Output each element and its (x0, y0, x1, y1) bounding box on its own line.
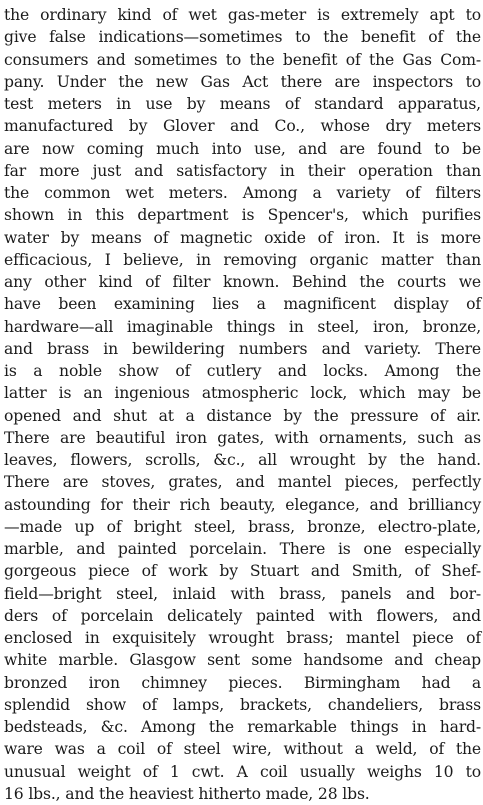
text-line: ders of porcelain delicately painted with flowers, and (4, 606, 481, 625)
text-line: bedsteads, &c. Among the remarkable things in hard- (4, 718, 481, 736)
text-line: leaves, flowers, scrolls, &c., all wrought by the hand. (4, 451, 481, 469)
text-line: astounding for their rich beauty, elegance, and brilliancy (4, 495, 481, 514)
text-line: water by means of magnetic oxide of iron. It is more (4, 228, 481, 247)
text-line: any other kind of filter known. Behind the courts we (4, 273, 481, 291)
text-line: are now coming much into use, and are found to be (4, 139, 481, 158)
text-line: test meters in use by means of standard apparatus, (4, 95, 481, 113)
article-text-column (4, 4, 481, 805)
text-line: give false indications—sometimes to the benefit of the (4, 28, 481, 47)
text-line: There are stoves, grates, and mantel pieces, perfectly (4, 473, 481, 492)
text-line: efficacious, I believe, in removing organic matter than (4, 250, 481, 269)
text-line: marble, and painted porcelain. There is one especially (4, 540, 481, 558)
text-line-final: 16 lbs., and the heaviest hitherto made, 28 lbs. (4, 784, 370, 803)
text-line: enclosed in exquisitely wrought brass; mantel piece of (4, 629, 481, 647)
text-line: unusual weight of 1 cwt. A coil usually weighs 10 to (4, 762, 481, 781)
text-line: the ordinary kind of wet gas-meter is extremely apt to (4, 6, 481, 24)
text-line: is a noble show of cutlery and locks. Among the (4, 362, 481, 380)
text-line: latter is an ingenious atmospheric lock, which may be (4, 384, 481, 403)
text-line: gorgeous piece of work by Stuart and Smith, of Shef- (4, 562, 481, 581)
text-line: pany. Under the new Gas Act there are inspectors to (4, 72, 481, 91)
text-line: There are beautiful iron gates, with ornaments, such as (4, 428, 481, 447)
text-line: bronzed iron chimney pieces. Birmingham had a (4, 673, 481, 692)
text-line: field—bright steel, inlaid with brass, panels and bor- (4, 584, 481, 603)
text-line: splendid show of lamps, brackets, chandeliers, brass (4, 695, 481, 714)
text-line: the common wet meters. Among a variety of filters (4, 184, 481, 202)
text-line: shown in this department is Spencer's, which purifies (4, 206, 481, 225)
text-line: far more just and satisfactory in their operation than (4, 161, 481, 180)
text-line: ware was a coil of steel wire, without a weld, of the (4, 740, 481, 759)
text-line: and brass in bewildering numbers and variety. There (4, 339, 481, 358)
text-line: white marble. Glasgow sent some handsome and cheap (4, 651, 481, 670)
text-line: opened and shut at a distance by the pressure of air. (4, 406, 481, 425)
text-line: consumers and sometimes to the benefit of the Gas Com- (4, 50, 481, 69)
text-line: hardware—all imaginable things in steel, iron, bronze, (4, 317, 481, 336)
text-line: have been examining lies a magnificent display of (4, 295, 481, 314)
text-line: —made up of bright steel, brass, bronze, electro-plate, (4, 517, 481, 536)
text-line: manufactured by Glover and Co., whose dry meters (4, 117, 481, 136)
